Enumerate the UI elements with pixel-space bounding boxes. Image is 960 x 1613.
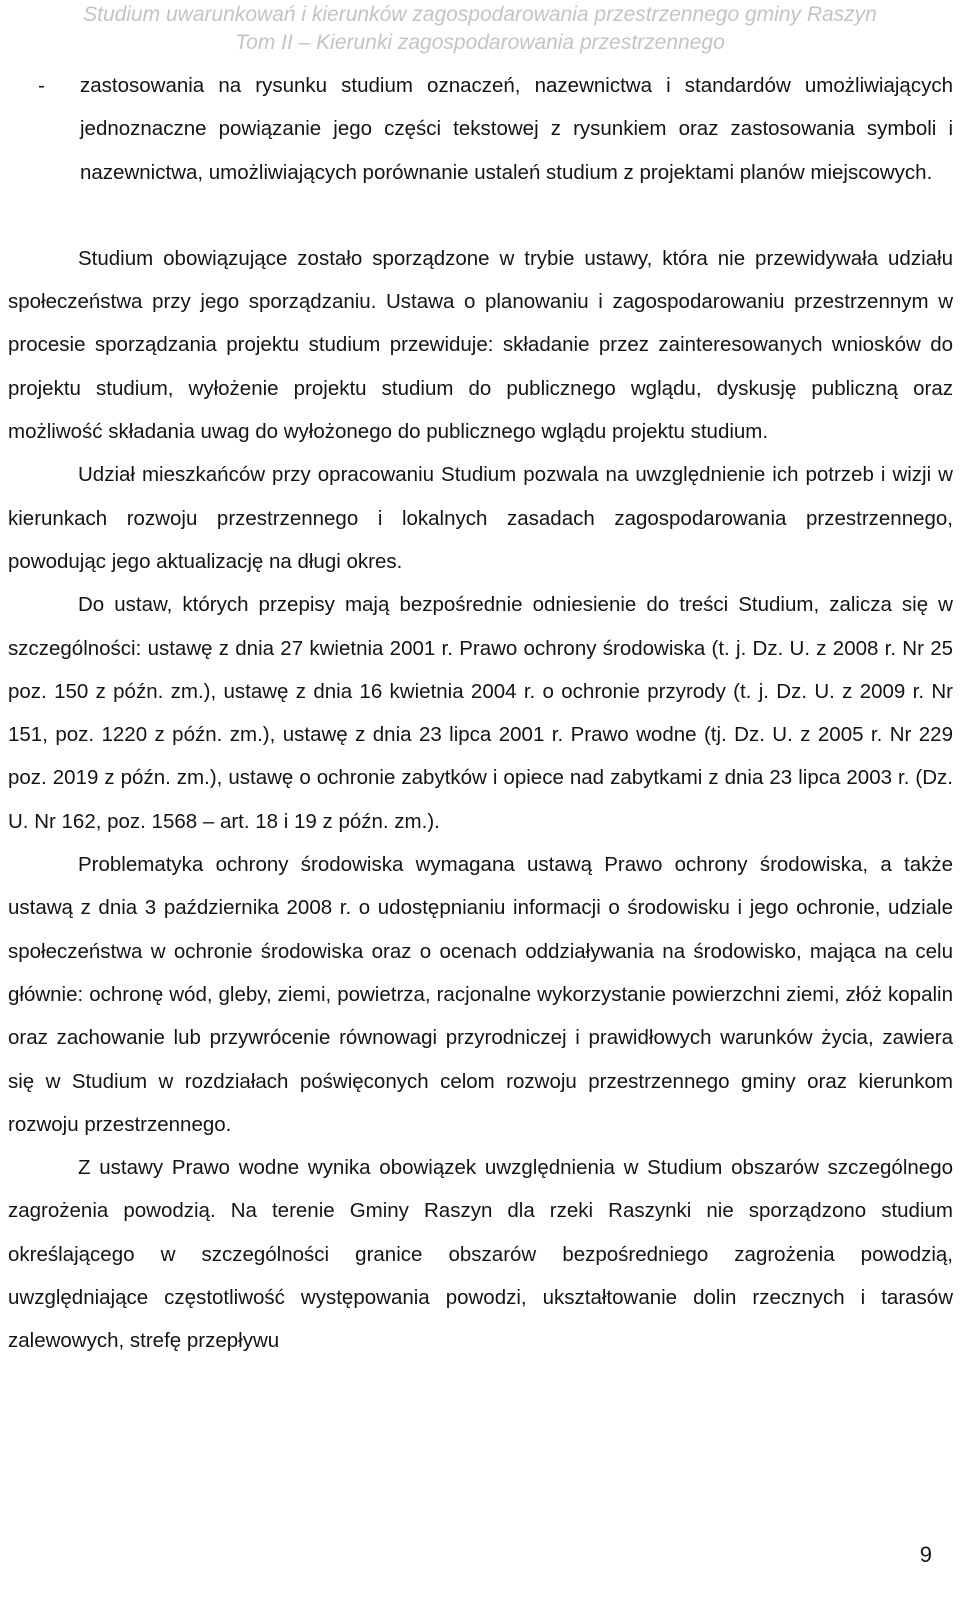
paragraph-environment: Problematyka ochrony środowiska wymagana ustawą Prawo ochrony środowiska, a także ustawą z dnia 3 października 2008 r. o udostępnianiu informacji o środowisku i jego ochronie, udziale społeczeństwa w ochronie środowiska oraz o ocenach oddziaływania na środowisko, mająca na celu głównie: ochronę wód, gleby, ziemi, powietrza, racjonalne wykorzystanie powierzchni ziemi, złóż kopalin oraz zachowanie lub przywrócenie równowagi przyrodniczej i prawidłowych warunków życia, zawiera się w Studium w rozdziałach poświęconych celom rozwoju przestrzennego gminy oraz kierunkom rozwoju przestrzennego. — [8, 853, 953, 1136]
bullet-marker: - — [38, 74, 45, 97]
bullet-item — [8, 64, 953, 194]
document-body — [8, 64, 953, 1363]
bullet-text: zastosowania na rysunku studium oznaczeń, nazewnictwa i standardów umożliwiających jednoznaczne powiązanie jego części tekstowej z rysunkiem oraz zastosowania symboli i nazewnictwa, umożliwiających porównanie ustaleń studium z projektami planów miejscowych. — [80, 74, 953, 184]
header-title: Studium uwarunkowań i kierunków zagospodarowania przestrzennego gminy Raszyn — [83, 3, 877, 26]
paragraph-participation: Studium obowiązujące zostało sporządzone w trybie ustawy, która nie przewidywała udziału społeczeństwa przy jego sporządzaniu. Ustawa o planowaniu i zagospodarowaniu przestrzennym w procesie sporządzania projektu studium przewiduje: składanie przez zainteresowanych wniosków do projektu studium, wyłożenie projektu studium do publicznego wglądu, dyskusję publiczną oraz możliwość składania uwag do wyłożonego do publicznego wglądu projektu studium. — [8, 246, 953, 444]
paragraph-residents: Udział mieszkańców przy opracowaniu Studium pozwala na uwzględnienie ich potrzeb i wizji w kierunkach rozwoju przestrzennego i lokalnych zasadach zagospodarowania przestrzennego, powodując jego aktualizację na długi okres. — [8, 463, 953, 573]
paragraph-water-law: Z ustawy Prawo wodne wynika obowiązek uwzględnienia w Studium obszarów szczególnego zagrożenia powodzią. Na terenie Gminy Raszyn dla rzeki Raszynki nie sporządzono studium określającego w szczególności granice obszarów bezpośredniego zagrożenia powodzią, uwzględniające częstotliwość występowania powodzi, ukształtowanie dolin rzecznych i tarasów zalewowych, strefę przepływu — [8, 1156, 953, 1353]
paragraph-legislation: Do ustaw, których przepisy mają bezpośrednie odniesienie do treści Studium, zalicza się w szczególności: ustawę z dnia 27 kwietnia 2001 r. Prawo ochrony środowiska (t. j. Dz. U. z 2008 r. Nr 25 poz. 150 z późn. zm.), ustawę z dnia 16 kwietnia 2004 r. o ochronie przyrody (t. j. Dz. U. z 2009 r. Nr 151, poz. 1220 z późn. zm.), ustawę z dnia 23 lipca 2001 r. Prawo wodne (tj. Dz. U. z 2005 r. Nr 229 poz. 2019 z późn. zm.), ustawę o ochronie zabytków i opiece nad zabytkami z dnia 23 lipca 2003 r. (Dz. U. Nr 162, poz. 1568 – art. 18 i 19 z późn. zm.). — [8, 593, 953, 833]
header-subtitle: Tom II – Kierunki zagospodarowania przestrzennego — [235, 31, 725, 54]
page-number: 9 — [919, 1542, 932, 1567]
